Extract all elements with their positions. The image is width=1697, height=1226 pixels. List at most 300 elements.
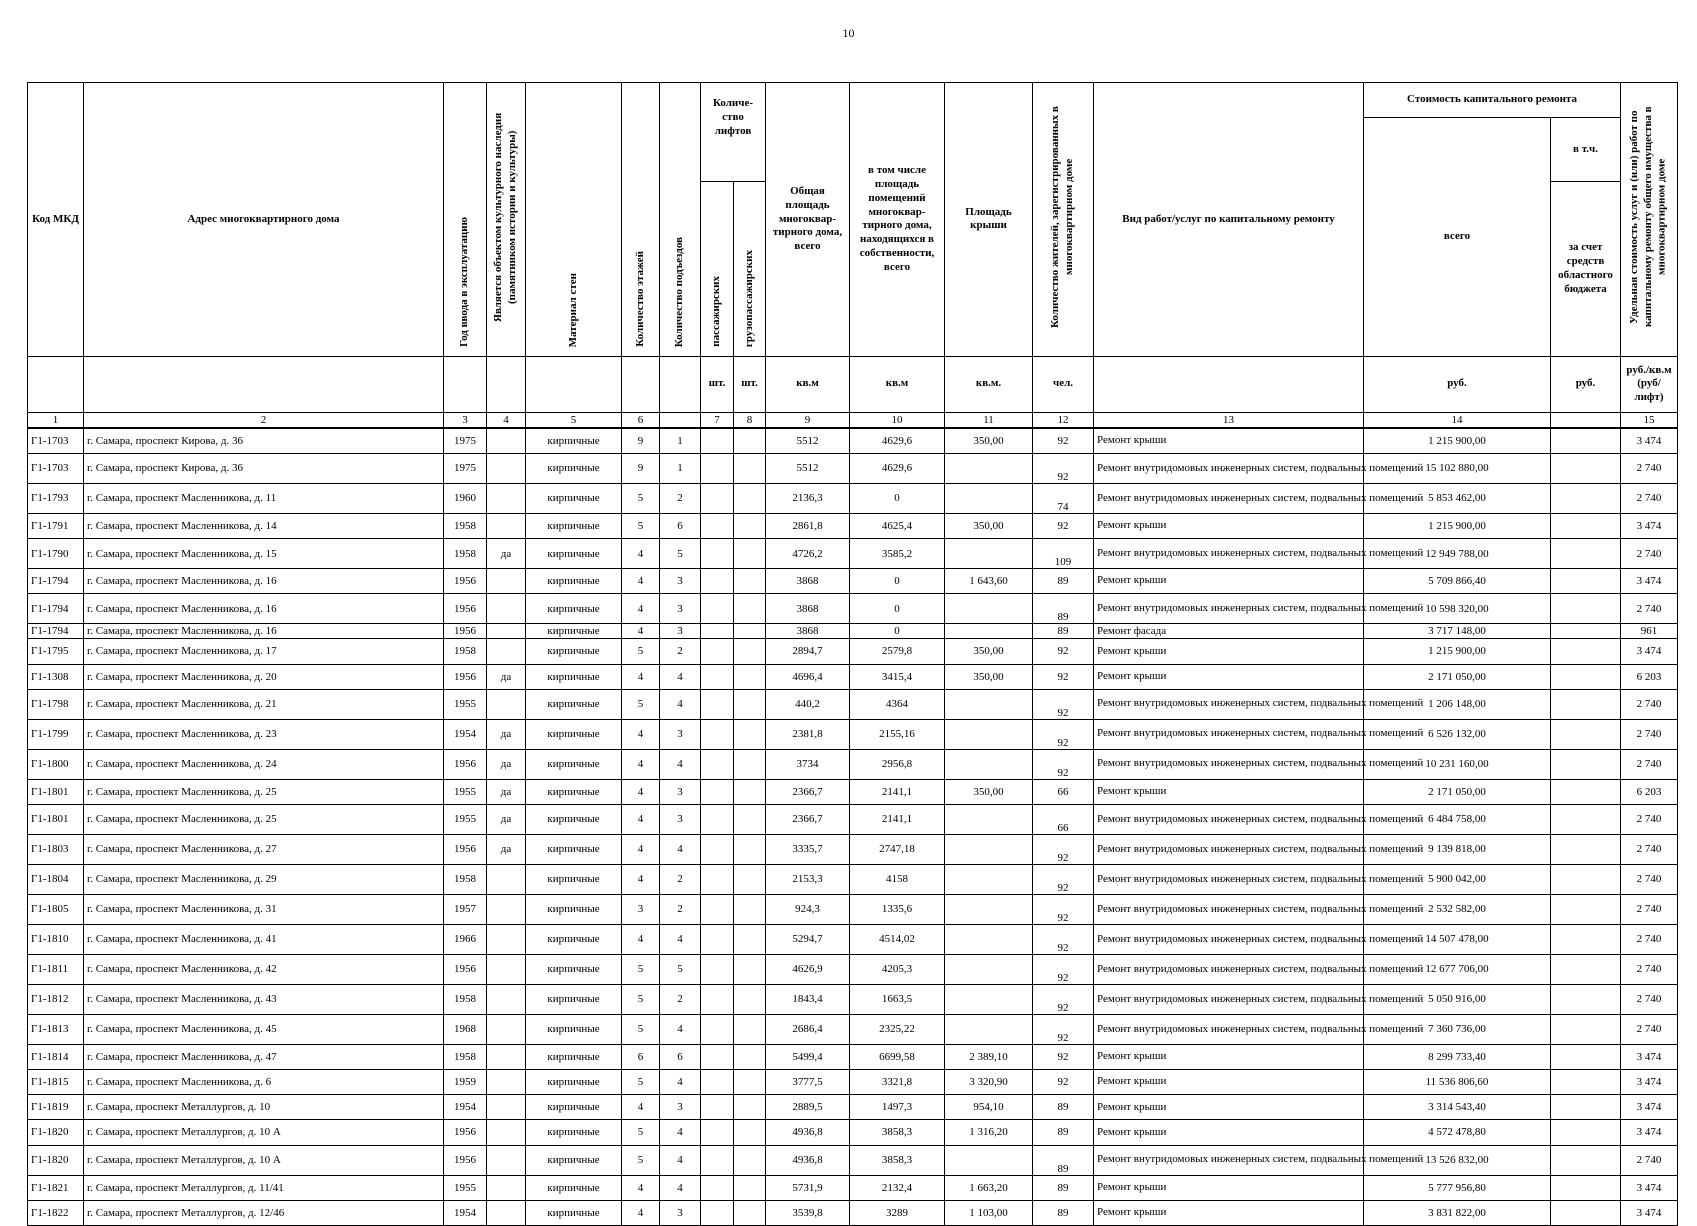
cell-cost-region [1551, 954, 1621, 984]
cell-cargo-lifts [734, 894, 766, 924]
cell-passenger-lifts [701, 539, 734, 569]
cell-address: г. Самара, проспект Масленникова, д. 25 [84, 804, 444, 834]
header-passenger-lifts: пассажирских [701, 181, 734, 356]
cell-total-area: 2894,7 [766, 639, 850, 664]
cell-cargo-lifts [734, 569, 766, 594]
cell-cost-region [1551, 719, 1621, 749]
cell-address: г. Самара, проспект Масленникова, д. 14 [84, 513, 444, 538]
cell-residents-count: 92 [1033, 513, 1094, 538]
cell-heritage-flag [487, 1145, 526, 1175]
cell-cost-region [1551, 864, 1621, 894]
unit-cell [487, 356, 526, 412]
cell-heritage-flag [487, 1070, 526, 1095]
table-row [28, 719, 1678, 749]
cell-mkd-code: Г1-1794 [28, 569, 84, 594]
column-number: 5 [526, 412, 622, 428]
cell-cost-total: 4 572 478,80 [1364, 1120, 1551, 1145]
cell-wall-material: кирпичные [526, 894, 622, 924]
cell-passenger-lifts [701, 1070, 734, 1095]
cell-entrances-count: 4 [660, 1120, 701, 1145]
cell-cargo-lifts [734, 1070, 766, 1095]
cell-cost-total: 6 484 758,00 [1364, 804, 1551, 834]
cell-cost-region [1551, 1070, 1621, 1095]
cell-work-type: Ремонт внутридомовых инженерных систем, подвальных помещений [1094, 719, 1364, 749]
cell-work-type: Ремонт внутридомовых инженерных систем, подвальных помещений [1094, 864, 1364, 894]
cell-entrances-count: 4 [660, 1175, 701, 1200]
cell-cost-region [1551, 779, 1621, 804]
column-number: 13 [1094, 412, 1364, 428]
cell-address: г. Самара, проспект Масленникова, д. 43 [84, 984, 444, 1014]
cell-cost-region [1551, 834, 1621, 864]
cell-cargo-lifts [734, 624, 766, 639]
cell-mkd-code: Г1-1790 [28, 539, 84, 569]
cell-cargo-lifts [734, 864, 766, 894]
unit-cell [444, 356, 487, 412]
cell-specific-cost: 3 474 [1621, 1070, 1678, 1095]
cell-roof-area [945, 1145, 1033, 1175]
unit-sqm: кв.м [850, 356, 945, 412]
cell-specific-cost: 2 740 [1621, 894, 1678, 924]
cell-cost-total: 15 102 880,00 [1364, 453, 1551, 483]
cell-work-type: Ремонт крыши [1094, 1044, 1364, 1069]
cell-specific-cost: 2 740 [1621, 749, 1678, 779]
cell-floors-count: 5 [622, 1014, 660, 1044]
cell-cost-region [1551, 664, 1621, 689]
cell-floors-count: 5 [622, 513, 660, 538]
cell-address: г. Самара, проспект Масленникова, д. 45 [84, 1014, 444, 1044]
cell-cargo-lifts [734, 639, 766, 664]
cell-roof-area: 350,00 [945, 513, 1033, 538]
table-row [28, 1095, 1678, 1120]
cell-residents-count: 92 [1033, 984, 1094, 1014]
cell-cost-total: 2 532 582,00 [1364, 894, 1551, 924]
column-number: 9 [766, 412, 850, 428]
column-number: 6 [622, 412, 660, 428]
cell-roof-area [945, 689, 1033, 719]
cell-heritage-flag [487, 483, 526, 513]
cell-wall-material: кирпичные [526, 984, 622, 1014]
unit-cell [622, 356, 660, 412]
cell-cost-total: 2 171 050,00 [1364, 779, 1551, 804]
cell-wall-material: кирпичные [526, 513, 622, 538]
cell-owned-area: 2325,22 [850, 1014, 945, 1044]
cell-entrances-count: 5 [660, 954, 701, 984]
cell-mkd-code: Г1-1703 [28, 428, 84, 454]
cell-passenger-lifts [701, 689, 734, 719]
cell-passenger-lifts [701, 1200, 734, 1225]
unit-pcs: шт. [734, 356, 766, 412]
table-row [28, 539, 1678, 569]
cell-year: 1958 [444, 864, 487, 894]
header-entrances: Количество подъездов [660, 83, 701, 357]
cell-floors-count: 4 [622, 749, 660, 779]
cell-total-area: 2366,7 [766, 779, 850, 804]
cell-cargo-lifts [734, 719, 766, 749]
cell-residents-count: 92 [1033, 1014, 1094, 1044]
cell-total-area: 2366,7 [766, 804, 850, 834]
cell-total-area: 5512 [766, 453, 850, 483]
cell-cargo-lifts [734, 1200, 766, 1225]
cell-entrances-count: 3 [660, 1200, 701, 1225]
table-row [28, 639, 1678, 664]
cell-owned-area: 6699,58 [850, 1044, 945, 1069]
cell-cost-region [1551, 689, 1621, 719]
cell-cost-region [1551, 513, 1621, 538]
cell-owned-area: 1497,3 [850, 1095, 945, 1120]
cell-cost-total: 1 215 900,00 [1364, 639, 1551, 664]
cell-specific-cost: 2 740 [1621, 594, 1678, 624]
cell-mkd-code: Г1-1815 [28, 1070, 84, 1095]
cell-cost-region [1551, 1014, 1621, 1044]
cell-roof-area: 350,00 [945, 664, 1033, 689]
cell-passenger-lifts [701, 1175, 734, 1200]
unit-rub: руб. [1551, 356, 1621, 412]
cell-address: г. Самара, проспект Масленникова, д. 17 [84, 639, 444, 664]
cell-residents-count: 92 [1033, 834, 1094, 864]
cell-entrances-count: 4 [660, 689, 701, 719]
cell-cargo-lifts [734, 984, 766, 1014]
cell-specific-cost: 2 740 [1621, 1145, 1678, 1175]
cell-passenger-lifts [701, 428, 734, 454]
cell-cargo-lifts [734, 1014, 766, 1044]
cell-entrances-count: 6 [660, 513, 701, 538]
cell-cost-region [1551, 539, 1621, 569]
cell-work-type: Ремонт внутридомовых инженерных систем, подвальных помещений [1094, 594, 1364, 624]
cell-address: г. Самара, проспект Масленникова, д. 21 [84, 689, 444, 719]
cell-work-type: Ремонт внутридомовых инженерных систем, подвальных помещений [1094, 749, 1364, 779]
cell-work-type: Ремонт внутридомовых инженерных систем, подвальных помещений [1094, 539, 1364, 569]
cell-wall-material: кирпичные [526, 664, 622, 689]
cell-passenger-lifts [701, 984, 734, 1014]
cell-floors-count: 5 [622, 639, 660, 664]
table-row [28, 1070, 1678, 1095]
column-number: 10 [850, 412, 945, 428]
cell-entrances-count: 3 [660, 569, 701, 594]
cell-work-type: Ремонт крыши [1094, 569, 1364, 594]
cell-cost-total: 3 831 822,00 [1364, 1200, 1551, 1225]
cell-owned-area: 0 [850, 569, 945, 594]
cell-residents-count: 92 [1033, 1044, 1094, 1069]
header-year: Год ввода в эксплуатацию [444, 83, 487, 357]
cell-residents-count: 92 [1033, 894, 1094, 924]
cell-entrances-count: 2 [660, 864, 701, 894]
cell-floors-count: 4 [622, 624, 660, 639]
cell-heritage-flag [487, 594, 526, 624]
cell-year: 1956 [444, 749, 487, 779]
cell-specific-cost: 3 474 [1621, 639, 1678, 664]
cell-entrances-count: 1 [660, 428, 701, 454]
table-row [28, 984, 1678, 1014]
cell-entrances-count: 2 [660, 483, 701, 513]
table-header [28, 83, 1678, 413]
cell-cost-region [1551, 624, 1621, 639]
cell-address: г. Самара, проспект Металлургов, д. 12/46 [84, 1200, 444, 1225]
cell-cost-region [1551, 984, 1621, 1014]
cell-total-area: 2136,3 [766, 483, 850, 513]
cell-address: г. Самара, проспект Масленникова, д. 24 [84, 749, 444, 779]
cell-heritage-flag: да [487, 664, 526, 689]
cell-residents-count: 92 [1033, 428, 1094, 454]
cell-specific-cost: 3 474 [1621, 1120, 1678, 1145]
cell-total-area: 2861,8 [766, 513, 850, 538]
cell-residents-count: 92 [1033, 453, 1094, 483]
cell-cargo-lifts [734, 1095, 766, 1120]
column-number: 8 [734, 412, 766, 428]
cell-cargo-lifts [734, 924, 766, 954]
cell-residents-count: 89 [1033, 1175, 1094, 1200]
cell-mkd-code: Г1-1794 [28, 594, 84, 624]
cell-heritage-flag: да [487, 804, 526, 834]
cell-year: 1955 [444, 804, 487, 834]
cell-passenger-lifts [701, 664, 734, 689]
cell-floors-count: 4 [622, 779, 660, 804]
cell-work-type: Ремонт внутридомовых инженерных систем, подвальных помещений [1094, 1145, 1364, 1175]
cell-address: г. Самара, проспект Кирова, д. 36 [84, 453, 444, 483]
cell-roof-area [945, 594, 1033, 624]
cell-total-area: 2889,5 [766, 1095, 850, 1120]
cell-passenger-lifts [701, 834, 734, 864]
header-cost-total: всего [1364, 118, 1551, 357]
cell-specific-cost: 2 740 [1621, 864, 1678, 894]
cell-year: 1958 [444, 1044, 487, 1069]
cell-floors-count: 4 [622, 569, 660, 594]
cell-heritage-flag [487, 924, 526, 954]
cell-year: 1956 [444, 834, 487, 864]
cell-mkd-code: Г1-1800 [28, 749, 84, 779]
cell-floors-count: 9 [622, 428, 660, 454]
cell-cost-region [1551, 639, 1621, 664]
cell-cost-total: 1 206 148,00 [1364, 689, 1551, 719]
table-row [28, 1175, 1678, 1200]
table-row [28, 594, 1678, 624]
cell-residents-count: 89 [1033, 1095, 1094, 1120]
cell-owned-area: 0 [850, 483, 945, 513]
cell-specific-cost: 3 474 [1621, 513, 1678, 538]
cell-work-type: Ремонт внутридомовых инженерных систем, подвальных помещений [1094, 453, 1364, 483]
cell-total-area: 3868 [766, 624, 850, 639]
cell-year: 1954 [444, 1200, 487, 1225]
cell-owned-area: 3321,8 [850, 1070, 945, 1095]
cell-wall-material: кирпичные [526, 569, 622, 594]
cell-roof-area [945, 749, 1033, 779]
cell-work-type: Ремонт крыши [1094, 1200, 1364, 1225]
cell-floors-count: 5 [622, 483, 660, 513]
table-row [28, 804, 1678, 834]
cell-wall-material: кирпичные [526, 804, 622, 834]
cell-floors-count: 5 [622, 1120, 660, 1145]
cell-owned-area: 4158 [850, 864, 945, 894]
cell-floors-count: 4 [622, 719, 660, 749]
cell-specific-cost: 3 474 [1621, 1200, 1678, 1225]
cell-roof-area [945, 894, 1033, 924]
table-row [28, 689, 1678, 719]
cell-wall-material: кирпичные [526, 594, 622, 624]
cell-work-type: Ремонт внутридомовых инженерных систем, подвальных помещений [1094, 954, 1364, 984]
cell-cost-total: 7 360 736,00 [1364, 1014, 1551, 1044]
cell-address: г. Самара, проспект Масленникова, д. 16 [84, 569, 444, 594]
cell-wall-material: кирпичные [526, 483, 622, 513]
cell-owned-area: 4625,4 [850, 513, 945, 538]
cell-wall-material: кирпичные [526, 639, 622, 664]
cell-passenger-lifts [701, 483, 734, 513]
cell-roof-area: 350,00 [945, 779, 1033, 804]
cell-residents-count: 92 [1033, 954, 1094, 984]
header-cargo-lifts: грузопассажирских [734, 181, 766, 356]
cell-work-type: Ремонт внутридомовых инженерных систем, подвальных помещений [1094, 1014, 1364, 1044]
cell-passenger-lifts [701, 804, 734, 834]
cell-total-area: 5512 [766, 428, 850, 454]
cell-year: 1958 [444, 639, 487, 664]
cell-passenger-lifts [701, 779, 734, 804]
header-cost: Стоимость капитального ремонта [1364, 83, 1621, 118]
cell-entrances-count: 6 [660, 1044, 701, 1069]
cell-mkd-code: Г1-1803 [28, 834, 84, 864]
cell-total-area: 4626,9 [766, 954, 850, 984]
cell-owned-area: 3858,3 [850, 1120, 945, 1145]
cell-entrances-count: 4 [660, 924, 701, 954]
cell-roof-area [945, 539, 1033, 569]
cell-cargo-lifts [734, 779, 766, 804]
cell-wall-material: кирпичные [526, 1044, 622, 1069]
cell-owned-area: 3858,3 [850, 1145, 945, 1175]
cell-owned-area: 2141,1 [850, 804, 945, 834]
cell-address: г. Самара, проспект Масленникова, д. 11 [84, 483, 444, 513]
column-number: 1 [28, 412, 84, 428]
cell-total-area: 924,3 [766, 894, 850, 924]
cell-address: г. Самара, проспект Масленникова, д. 23 [84, 719, 444, 749]
cell-heritage-flag [487, 1200, 526, 1225]
cell-specific-cost: 2 740 [1621, 483, 1678, 513]
cell-cost-region [1551, 1095, 1621, 1120]
capital-repair-table [27, 82, 1678, 1226]
cell-passenger-lifts [701, 1014, 734, 1044]
cell-residents-count: 66 [1033, 779, 1094, 804]
cell-entrances-count: 3 [660, 624, 701, 639]
unit-sqm: кв.м [766, 356, 850, 412]
cell-specific-cost: 961 [1621, 624, 1678, 639]
cell-address: г. Самара, проспект Масленникова, д. 16 [84, 594, 444, 624]
cell-floors-count: 9 [622, 453, 660, 483]
header-total-area: Общая площадь многоквар-тирного дома, всего [766, 83, 850, 357]
cell-year: 1954 [444, 719, 487, 749]
cell-floors-count: 4 [622, 924, 660, 954]
cell-total-area: 1843,4 [766, 984, 850, 1014]
cell-owned-area: 0 [850, 594, 945, 624]
cell-owned-area: 4629,6 [850, 428, 945, 454]
unit-cell [526, 356, 622, 412]
cell-owned-area: 4205,3 [850, 954, 945, 984]
table-row [28, 1120, 1678, 1145]
cell-total-area: 2381,8 [766, 719, 850, 749]
cell-roof-area [945, 984, 1033, 1014]
cell-cost-total: 8 299 733,40 [1364, 1044, 1551, 1069]
cell-heritage-flag [487, 689, 526, 719]
page-number: 10 [842, 26, 855, 40]
cell-residents-count: 89 [1033, 1120, 1094, 1145]
cell-passenger-lifts [701, 719, 734, 749]
cell-mkd-code: Г1-1795 [28, 639, 84, 664]
cell-wall-material: кирпичные [526, 749, 622, 779]
cell-total-area: 3777,5 [766, 1070, 850, 1095]
cell-address: г. Самара, проспект Масленникова, д. 20 [84, 664, 444, 689]
cell-entrances-count: 3 [660, 594, 701, 624]
cell-year: 1956 [444, 624, 487, 639]
cell-cost-total: 5 853 462,00 [1364, 483, 1551, 513]
unit-spec: руб./кв.м (руб/лифт) [1621, 356, 1678, 412]
cell-floors-count: 4 [622, 804, 660, 834]
table-row [28, 664, 1678, 689]
cell-year: 1956 [444, 569, 487, 594]
table-row [28, 428, 1678, 454]
cell-wall-material: кирпичные [526, 1175, 622, 1200]
cell-owned-area: 1663,5 [850, 984, 945, 1014]
unit-rub: руб. [1364, 356, 1551, 412]
cell-owned-area: 2579,8 [850, 639, 945, 664]
cell-roof-area [945, 1014, 1033, 1044]
cell-heritage-flag [487, 569, 526, 594]
cell-mkd-code: Г1-1812 [28, 984, 84, 1014]
unit-cell [28, 356, 84, 412]
header-code: Код МКД [28, 83, 84, 357]
cell-mkd-code: Г1-1820 [28, 1145, 84, 1175]
cell-total-area: 4696,4 [766, 664, 850, 689]
cell-floors-count: 4 [622, 1200, 660, 1225]
cell-year: 1955 [444, 779, 487, 804]
cell-address: г. Самара, проспект Металлургов, д. 10 А [84, 1120, 444, 1145]
column-number [660, 412, 701, 428]
cell-year: 1958 [444, 984, 487, 1014]
cell-heritage-flag [487, 1014, 526, 1044]
header-work-type: Вид работ/услуг по капитальному ремонту [1094, 83, 1364, 357]
cell-total-area: 5294,7 [766, 924, 850, 954]
cell-entrances-count: 2 [660, 984, 701, 1014]
cell-owned-area: 3585,2 [850, 539, 945, 569]
cell-cost-region [1551, 1120, 1621, 1145]
cell-year: 1968 [444, 1014, 487, 1044]
cell-cost-total: 12 949 788,00 [1364, 539, 1551, 569]
cell-year: 1966 [444, 924, 487, 954]
cell-address: г. Самара, проспект Металлургов, д. 11/41 [84, 1175, 444, 1200]
cell-work-type: Ремонт внутридомовых инженерных систем, подвальных помещений [1094, 984, 1364, 1014]
cell-cost-total: 5 050 916,00 [1364, 984, 1551, 1014]
cell-address: г. Самара, проспект Металлургов, д. 10 А [84, 1145, 444, 1175]
cell-wall-material: кирпичные [526, 539, 622, 569]
cell-mkd-code: Г1-1813 [28, 1014, 84, 1044]
cell-heritage-flag [487, 864, 526, 894]
cell-work-type: Ремонт крыши [1094, 1175, 1364, 1200]
cell-floors-count: 3 [622, 894, 660, 924]
cell-cargo-lifts [734, 804, 766, 834]
cell-total-area: 440,2 [766, 689, 850, 719]
cell-floors-count: 5 [622, 954, 660, 984]
cell-passenger-lifts [701, 1120, 734, 1145]
cell-entrances-count: 4 [660, 834, 701, 864]
cell-floors-count: 4 [622, 864, 660, 894]
cell-mkd-code: Г1-1810 [28, 924, 84, 954]
cell-year: 1959 [444, 1070, 487, 1095]
cell-roof-area: 2 389,10 [945, 1044, 1033, 1069]
cell-passenger-lifts [701, 924, 734, 954]
cell-residents-count: 92 [1033, 689, 1094, 719]
table-row [28, 513, 1678, 538]
cell-cost-region [1551, 894, 1621, 924]
cell-owned-area: 4514,02 [850, 924, 945, 954]
cell-owned-area: 3415,4 [850, 664, 945, 689]
cell-heritage-flag [487, 954, 526, 984]
cell-wall-material: кирпичные [526, 719, 622, 749]
cell-residents-count: 89 [1033, 1200, 1094, 1225]
cell-year: 1956 [444, 664, 487, 689]
